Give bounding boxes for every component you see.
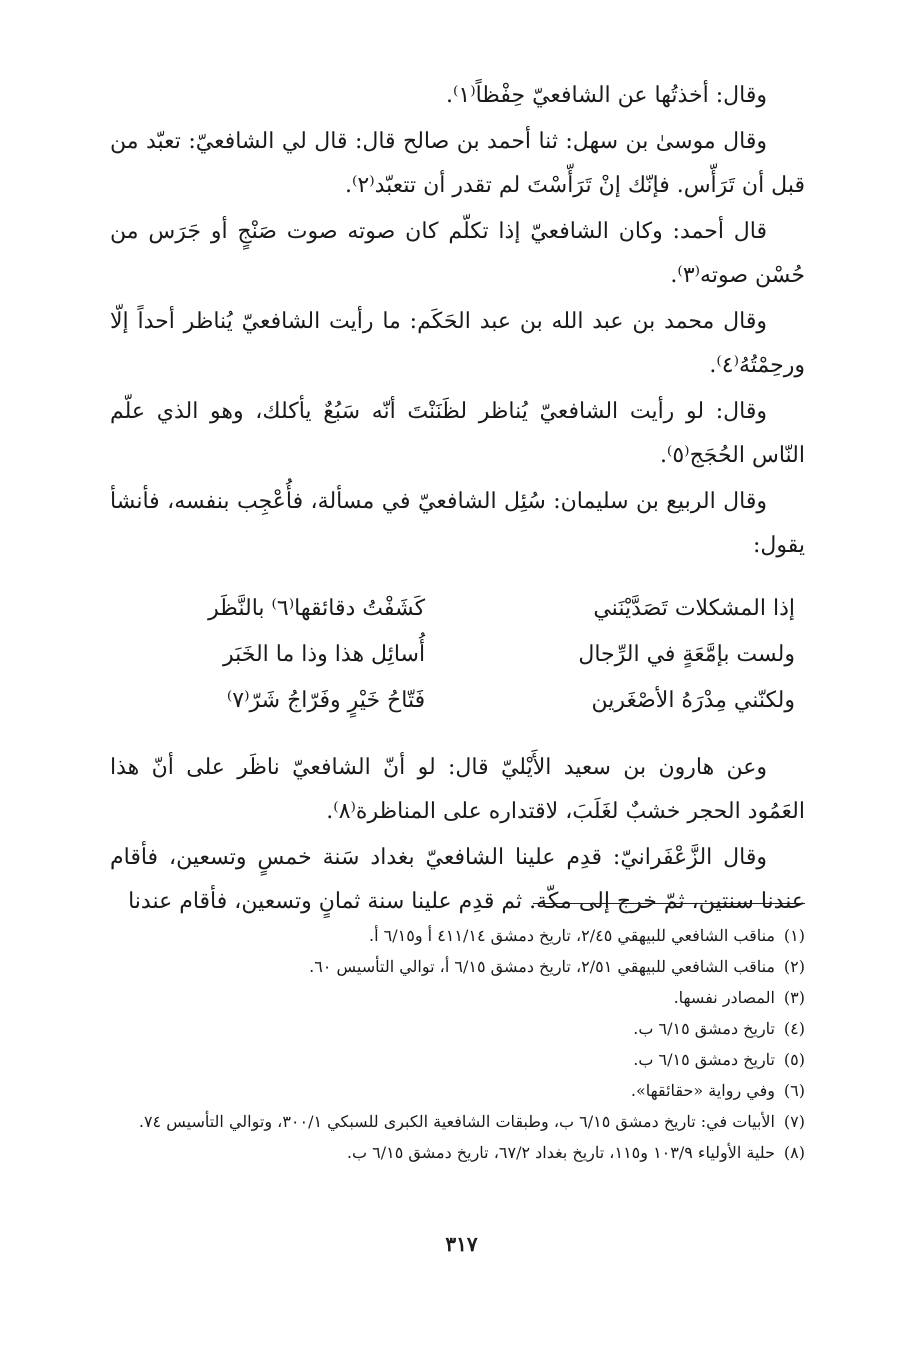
footnote <box>110 920 805 951</box>
paragraph: وقال موسىٰ بن سهل: ثنا أحمد بن صالح قال: قال لي الشافعيّ: تعبّد من قبل أن تَرَأّس. فإنّك إنْ تَرَأّسْتَ لم تقدر أن تتعبّد⁽٢⁾. <box>110 129 805 198</box>
footnote-number: (٥) <box>783 1050 805 1069</box>
poem-second-hemistich: فَتّاحُ خَيْرٍ وفَرّاجُ شَرّ⁽٧⁾ <box>226 688 426 713</box>
footnote <box>110 1013 805 1044</box>
footnote <box>110 1137 805 1168</box>
paragraph: وقال: لو رأيت الشافعيّ يُناظر لظَنَنْتَ أنّه سَبُعٌ يأكلك، وهو الذي علّم النّاس الحُجَج⁽٥⁾. <box>110 399 805 468</box>
footnote-text: تاريخ دمشق ٦/١٥ ب. <box>633 1050 775 1069</box>
footnote-number: (١) <box>783 926 805 945</box>
poem-first-hemistich: ولست بإمَّعَةٍ في الرِّجال <box>578 642 795 667</box>
poem-first-hemistich: إذا المشكلات تَصَدَّيْنَني <box>593 596 795 621</box>
footnote-number: (٦) <box>783 1081 805 1100</box>
footnote-separator <box>533 903 805 904</box>
poem-second-hemistich: أُسائِل هذا وذا ما الخَبَر <box>223 642 426 667</box>
footnote <box>110 1044 805 1075</box>
poem-verse <box>110 586 805 632</box>
page-number: ٣١٧ <box>445 1232 478 1256</box>
footnote <box>110 982 805 1013</box>
paragraph: وقال محمد بن عبد الله بن عبد الحَكَم: ما رأيت الشافعيّ يُناظر أحداً إلّا ورحِمْتُهُ⁽٤⁾. <box>110 309 805 378</box>
footnote-number: (٤) <box>783 1019 805 1038</box>
paragraph: وعن هارون بن سعيد الأَيْليّ قال: لو أنّ الشافعيّ ناظَر على أنّ هذا العَمُود الحجر خشبٌ لغَلَبَ، لاقتداره على المناظرة⁽٨⁾. <box>110 755 805 824</box>
main-text <box>110 74 805 926</box>
paragraph: وقال الربيع بن سليمان: سُئِل الشافعيّ في مسألة، فأُعْجِب بنفسه، فأنشأ يقول: <box>110 489 805 558</box>
footnote-text: حلية الأولياء ١٠٣/٩ و١١٥، تاريخ بغداد ٦٧/٢، تاريخ دمشق ٦/١٥ ب. <box>346 1143 775 1162</box>
poem-verse <box>110 632 805 678</box>
footnote-number: (٣) <box>783 988 805 1007</box>
poem-first-hemistich: ولكنّني مِدْرَهُ الأصْغَرين <box>591 688 795 713</box>
footnote-text: تاريخ دمشق ٦/١٥ ب. <box>633 1019 775 1038</box>
footnote-number: (٧) <box>783 1112 805 1131</box>
footnote-text: مناقب الشافعي للبيهقي ٢/٥١، تاريخ دمشق ٦/١٥ أ، توالي التأسيس ٦٠. <box>309 957 775 976</box>
footnote-text: مناقب الشافعي للبيهقي ٢/٤٥، تاريخ دمشق ٤١١/١٤ أ و٦/١٥ أ. <box>369 926 775 945</box>
footnote <box>110 1106 805 1137</box>
paragraph: وقال الزَّعْفَرانيّ: قدِم علينا الشافعيّ بغداد سَنة خمسٍ وتسعين، فأقام عندنا سنتين، ثمّ خرج إلى مكّة. ثم قدِم علينا سنة ثمانٍ وتسعين، فأقام عندنا <box>110 845 805 914</box>
footnote <box>110 1075 805 1106</box>
poem-second-hemistich: كَشَفْتُ دقائقها⁽٦⁾ بالنَّظَر <box>208 596 426 621</box>
paragraph: وقال: أخذتُها عن الشافعيّ حِفْظاً⁽١⁾. <box>445 83 767 108</box>
footnotes <box>110 920 805 1168</box>
footnote-text: وفي رواية «حقائقها». <box>630 1081 775 1100</box>
footnote-text: المصادر نفسها. <box>673 988 775 1007</box>
footnote <box>110 951 805 982</box>
poem <box>110 586 805 724</box>
paragraph: قال أحمد: وكان الشافعيّ إذا تكلّم كان صوته صوت صَنْجٍ أو جَرَس من حُسْن صوته⁽٣⁾. <box>110 219 805 288</box>
footnote-number: (٢) <box>783 957 805 976</box>
footnote-text: الأبيات في: تاريخ دمشق ٦/١٥ ب، وطبقات الشافعية الكبرى للسبكي ٣٠٠/١، وتوالي التأسيس ٧٤. <box>138 1112 775 1131</box>
footnote-number: (٨) <box>783 1143 805 1162</box>
poem-verse <box>110 678 805 724</box>
